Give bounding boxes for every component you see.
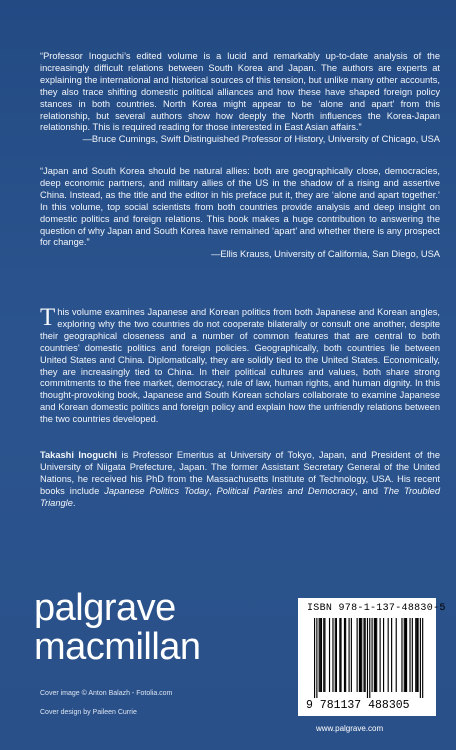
review-cumings (40, 51, 440, 146)
barcode-digits: 9 781137 488305 (306, 699, 410, 712)
barcode-bar (324, 618, 325, 692)
barcode-bar (363, 618, 364, 692)
barcode-bar (375, 618, 376, 692)
review-attribution: —Ellis Krauss, University of California, San Diego, USA (211, 249, 440, 260)
barcode-bar (391, 618, 392, 692)
drop-cap: T (40, 304, 56, 331)
barcode-icon (304, 618, 430, 712)
separator: , and (354, 485, 384, 496)
barcode-bar (372, 618, 373, 692)
book-description (40, 304, 440, 426)
isbn-label: ISBN 978-1-137-48830-5 (307, 603, 446, 614)
barcode-bar (367, 618, 368, 698)
barcode-bar (345, 618, 346, 692)
author-bio (40, 450, 440, 510)
cover-image-credit: Cover image © Anton Balazh - Fotolia.com (40, 690, 173, 697)
barcode-bar (396, 618, 397, 692)
barcode-bar (383, 618, 384, 692)
barcode-bar (329, 618, 330, 692)
barcode-bar (332, 618, 333, 692)
barcode-bar (406, 618, 407, 692)
barcode-bar (376, 618, 377, 692)
barcode-bar (360, 618, 361, 692)
barcode-bar (405, 618, 406, 692)
publisher-website: www.palgrave.com (316, 724, 384, 733)
barcode-bar (336, 618, 337, 692)
barcode-bar (418, 618, 419, 692)
cover-design-credit: Cover design by Paileen Currie (40, 709, 137, 716)
barcode-bar (359, 618, 360, 692)
barcode-bar (388, 618, 389, 692)
book-title: Japanese Politics Today (104, 485, 209, 496)
review-krauss (40, 166, 440, 261)
book-title: Political Parties and Democracy (216, 485, 355, 496)
barcode-bar (335, 618, 336, 692)
barcode-bar (415, 618, 416, 692)
barcode-bar (401, 618, 402, 692)
barcode-bar (314, 618, 315, 698)
description-text: his volume examines Japanese and Korean politics from both Japanese and Korean angles, exploring why the two countries do not cooperate bilaterally or consult one another, despite their geographical closeness and a number of common features that are central to both countries’ domestic politics and foreign policies. Geographically, both countries lie between United States and China. Diplomatically, they are solidly tied to the United States. Economically, they are increasingly tied to China. In their political cultures and values, both share strong commitments to the free market, democracy, rule of law, human rights, and human dignity. In this thought-provoking book, Japanese and South Korean scholars collaborate to examine Japanese and Korean domestic politics and foreign policy and explain how the unfriendly relations between the two countries developed. (40, 307, 440, 425)
barcode-bar (339, 618, 340, 692)
isbn-barcode (298, 598, 446, 716)
barcode-bar (321, 618, 322, 692)
barcode-bar (323, 618, 324, 692)
review-attribution: —Bruce Cumings, Swift Distinguished Professor of History, University of Chicago, USA (82, 134, 440, 145)
barcode-bar (380, 618, 381, 692)
publisher-logo-palgrave: palgrave (34, 587, 176, 629)
book-title: The Troubled Triangle (40, 485, 441, 508)
barcode-bar (351, 618, 352, 692)
publisher-logo-macmillan: macmillan (34, 626, 201, 668)
barcode-bar (365, 618, 366, 692)
review-text: “Professor Inoguchi’s edited volume is a lucid and remarkably up-to-date analysis of the increasingly difficult relations between South Korea and Japan. The authors are experts at explaining the international and historical sources of this tension, but unlike many other accounts, they also trace shifting domestic political alliances and how these have shaped foreign policy stances in both countries. North Korea might appear to be ‘alone and apart’ from this relationship, but several authors show how deeply the North influences the Korea-Japan relationship. This is required reading for those interested in East Asian affairs.” (40, 51, 440, 133)
barcode-bar (361, 618, 362, 692)
barcode-bar (340, 618, 341, 692)
separator: . (72, 497, 76, 508)
barcode-bar (412, 618, 413, 692)
barcode-bar (420, 618, 421, 698)
barcode-bar (369, 618, 370, 698)
barcode-bar (344, 618, 345, 692)
barcode-bar (349, 618, 350, 692)
barcode-bar (416, 618, 417, 692)
barcode-bar (374, 618, 375, 692)
barcode-bar (422, 618, 423, 698)
barcode-bar (320, 618, 321, 692)
separator: , (208, 485, 217, 496)
barcode-bar (404, 618, 405, 692)
barcode-bar (409, 618, 410, 692)
author-name: Takashi Inoguchi (40, 450, 118, 460)
barcode-bar (316, 618, 317, 698)
bio-text: is Professor Emeritus at University of Tokyo, Japan, and President of the University of Niigata Prefecture, Japan. The former Assistant Secretary General of the United Nations, he received his PhD from the Massachusetts Institute of Technology, USA. His recent books include (40, 450, 440, 496)
barcode-bar (357, 618, 358, 692)
review-text: “Japan and South Korea should be natural allies: both are geographically close, democracies, deep economic partners, and military allies of the US in the shadow of a rising and assertive China. Instead, as the title and the editor in his preface put it, they are ‘alone and apart together.’ In this volume, top social scientists from both countries provide analysis and deep insight on domestic politics and foreign relations. This book makes a huge contribution to answering the question of why Japan and South Korea have remained ‘apart’ and whether there is any prospect for change.” (40, 166, 440, 248)
barcode-bar (319, 618, 320, 692)
